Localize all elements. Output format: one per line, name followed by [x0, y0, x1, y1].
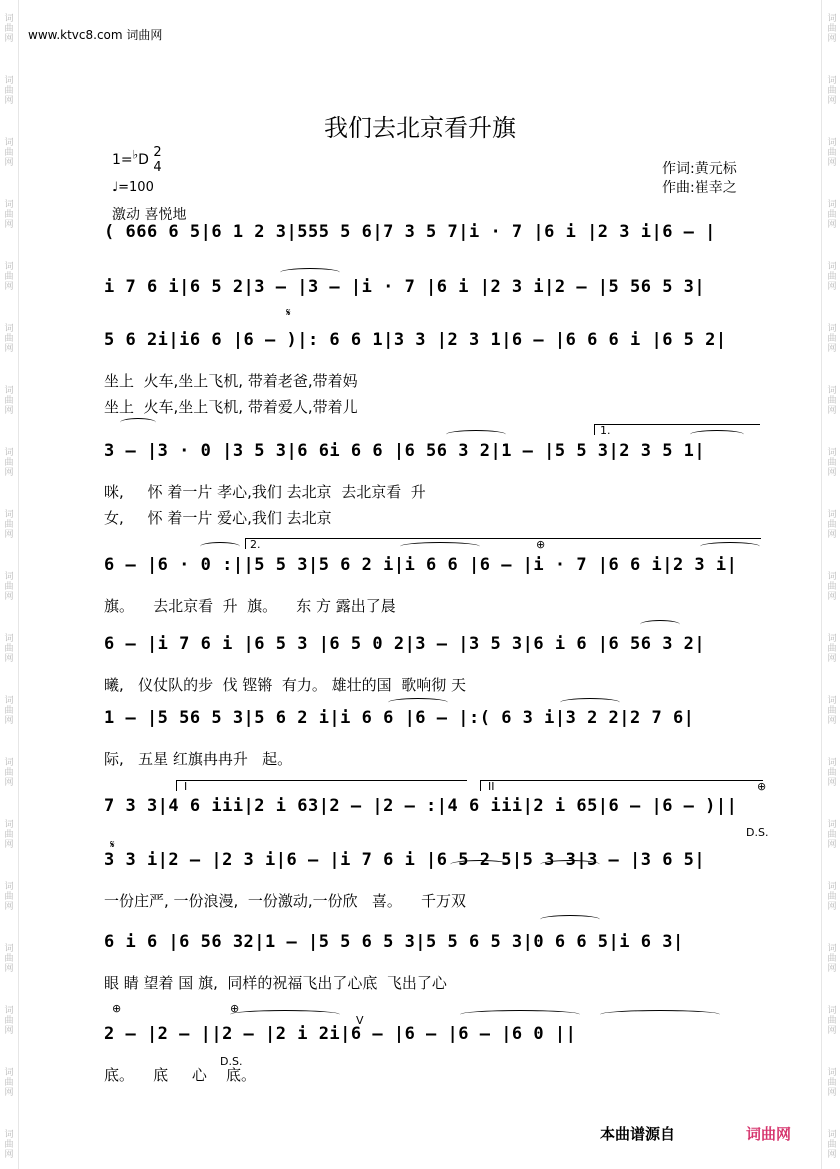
watermark-left: 词 曲 网: [4, 324, 14, 354]
segno-icon: 𝄋: [286, 306, 291, 319]
notation-row: 7 3 3|4 6 iii|2 i 63|2 – |2 – :|4 6 iii|2 i 65|6 – |6 – )||: [104, 796, 738, 816]
ds-marking: D.S.: [220, 1055, 243, 1068]
watermark-left: 词 曲 网: [4, 1068, 14, 1098]
watermark-left: 词 曲 网: [4, 1006, 14, 1036]
slur: [280, 268, 340, 277]
watermark-right: 词 曲 网: [827, 324, 837, 354]
watermark-right: 词 曲 网: [827, 1006, 837, 1036]
site-url[interactable]: www.ktvc8.com 词曲网: [28, 28, 163, 42]
lyric-line: 女, 怀 着一片 爱心,我们 去北京: [104, 509, 332, 527]
slur: [540, 915, 600, 924]
notation-row: 3 3 i|2 – |2 3 i|6 – |i 7 6 i |6 5 2 5|5 3 3|3 – |3 6 5|: [104, 850, 706, 870]
notation-row: 3 – |3 · 0 |3 5 3|6 6i 6 6 |6 56 3 2|1 – |5 5 3|2 3 5 1|: [104, 441, 706, 461]
notation-row: ( 666 6 5|6 1 2 3|555 5 6|7 3 5 7|i · 7 |6 i |2 3 i|6 – |: [104, 222, 716, 242]
watermark-right: 词 曲 网: [827, 262, 837, 292]
watermark-right: 词 曲 网: [827, 944, 837, 974]
watermark-left: 词 曲 网: [4, 262, 14, 292]
slur: [120, 418, 156, 427]
watermark-left: 词 曲 网: [4, 882, 14, 912]
ds-marking: D.S.: [746, 826, 769, 839]
volta-part2: [480, 780, 763, 791]
credits: [662, 160, 737, 198]
watermark-right: 词 曲 网: [827, 448, 837, 478]
watermark-right: 词 曲 网: [827, 696, 837, 726]
key-signature: [112, 145, 162, 175]
coda-icon: ⊕: [112, 1002, 122, 1015]
coda-icon: ⊕: [536, 538, 546, 551]
watermark-right: 词 曲 网: [827, 14, 837, 44]
volta1-label: 1.: [600, 424, 611, 437]
key-label: 1=: [112, 152, 133, 168]
watermark-right: 词 曲 网: [827, 200, 837, 230]
slur: [600, 1010, 720, 1019]
watermark-right: 词 曲 网: [827, 758, 837, 788]
slur: [450, 860, 510, 869]
time-denominator: 4: [153, 160, 162, 175]
key-note: D: [138, 152, 149, 168]
volta2-bracket: [245, 538, 761, 549]
notation-row: i 7 6 i|6 5 2|3 – |3 – |i · 7 |6 i |2 3 i|2 – |5 56 5 3|: [104, 277, 706, 297]
notation-row: 6 – |6 · 0 :||5 5 3|5 6 2 i|i 6 6 |6 – |i · 7 |6 6 i|2 3 i|: [104, 555, 738, 575]
slur: [460, 1010, 580, 1019]
coda-icon: ⊕: [230, 1002, 240, 1015]
quarter-note-icon: ♩: [112, 180, 119, 195]
slur: [540, 860, 600, 869]
slur: [446, 430, 506, 439]
flat-sign: ♭: [132, 147, 139, 162]
watermark-left: 词 曲 网: [4, 696, 14, 726]
volta1-bracket: [594, 424, 760, 435]
lyric-line: 旗。 去北京看 升 旗。 东 方 露出了晨: [104, 597, 396, 615]
watermark-right: 词 曲 网: [827, 1130, 837, 1160]
watermark-right: 词 曲 网: [827, 1068, 837, 1098]
watermark-right: 词 曲 网: [827, 572, 837, 602]
composer: 作曲:崔幸之: [662, 180, 737, 196]
notation-row: 1 – |5 56 5 3|5 6 2 i|i 6 6 |6 – |:( 6 3 i|3 2 2|2 7 6|: [104, 708, 695, 728]
watermark-left: 词 曲 网: [4, 634, 14, 664]
watermark-right: 词 曲 网: [827, 634, 837, 664]
slur: [200, 542, 240, 551]
lyric-line: 一份庄严, 一份浪漫, 一份激动,一份欣 喜。 千万双: [104, 892, 466, 910]
watermark-left: 词 曲 网: [4, 200, 14, 230]
segno-icon: 𝄋: [110, 838, 115, 851]
lyric-line: 眼 睛 望着 国 旗, 同样的祝福飞出了心底 飞出了心: [104, 974, 447, 992]
footer-label: 本曲谱源自: [600, 1125, 676, 1143]
time-numerator: 2: [153, 145, 162, 160]
part1-label: I: [184, 780, 188, 793]
watermark-left: 词 曲 网: [4, 386, 14, 416]
lyric-line: 底。 底 心 底。: [104, 1066, 256, 1084]
lyric-line: 坐上 火车,坐上飞机, 带着爱人,带着儿: [104, 398, 358, 416]
watermark-left: 词 曲 网: [4, 14, 14, 44]
watermark-left: 词 曲 网: [4, 572, 14, 602]
watermark-left: 词 曲 网: [4, 76, 14, 106]
volta-part1: [176, 780, 467, 791]
watermark-left: 词 曲 网: [4, 1130, 14, 1160]
slur: [388, 698, 448, 707]
expression-marking: 激动 喜悦地: [112, 207, 187, 223]
notation-row: 2 – |2 – ||2 – |2 i 2i|6 – |6 – |6 – |6 0 ||: [104, 1024, 577, 1044]
watermark-right: 词 曲 网: [827, 76, 837, 106]
lyric-line: 曦, 仪仗队的步 伐 铿锵 有力。 雄壮的国 歌响彻 天: [104, 676, 466, 694]
watermark-left: 词 曲 网: [4, 448, 14, 478]
watermark-left: 词 曲 网: [4, 758, 14, 788]
slur: [560, 698, 620, 707]
lyricist: 作词:黄元标: [662, 161, 737, 177]
watermark-left: 词 曲 网: [4, 510, 14, 540]
watermark-right: 词 曲 网: [827, 882, 837, 912]
watermark-left: 词 曲 网: [4, 944, 14, 974]
watermark-right: 词 曲 网: [827, 138, 837, 168]
part2-label: II: [488, 780, 495, 793]
tempo-value: =100: [118, 180, 154, 195]
watermark-right: 词 曲 网: [827, 510, 837, 540]
footer-brand[interactable]: 词曲网: [746, 1125, 792, 1143]
watermark-right: 词 曲 网: [827, 820, 837, 850]
volta2-label: 2.: [250, 538, 261, 551]
song-title: 我们去北京看升旗: [324, 114, 516, 142]
notation-row: 5 6 2i|i6 6 |6 – )|: 6 6 1|3 3 |2 3 1|6 – |6 6 6 i |6 5 2|: [104, 330, 727, 350]
tempo-marking: [112, 180, 154, 195]
breath-mark: V: [356, 1014, 364, 1027]
slur: [640, 620, 680, 629]
lyric-line: 际, 五星 红旗冉冉升 起。: [104, 750, 293, 768]
notation-row: 6 – |i 7 6 i |6 5 3 |6 5 0 2|3 – |3 5 3|6 i 6 |6 56 3 2|: [104, 634, 706, 654]
notation-row: 6 i 6 |6 56 32|1 – |5 5 6 5 3|5 5 6 5 3|0 6 6 5|i 6 3|: [104, 932, 684, 952]
lyric-line: 坐上 火车,坐上飞机, 带着老爸,带着妈: [104, 372, 358, 390]
watermark-left: 词 曲 网: [4, 820, 14, 850]
watermark-left: 词 曲 网: [4, 138, 14, 168]
watermark-right: 词 曲 网: [827, 386, 837, 416]
coda-icon: ⊕: [757, 780, 767, 793]
slur: [230, 1010, 340, 1019]
lyric-line: 咪, 怀 着一片 孝心,我们 去北京 去北京看 升: [104, 483, 426, 501]
